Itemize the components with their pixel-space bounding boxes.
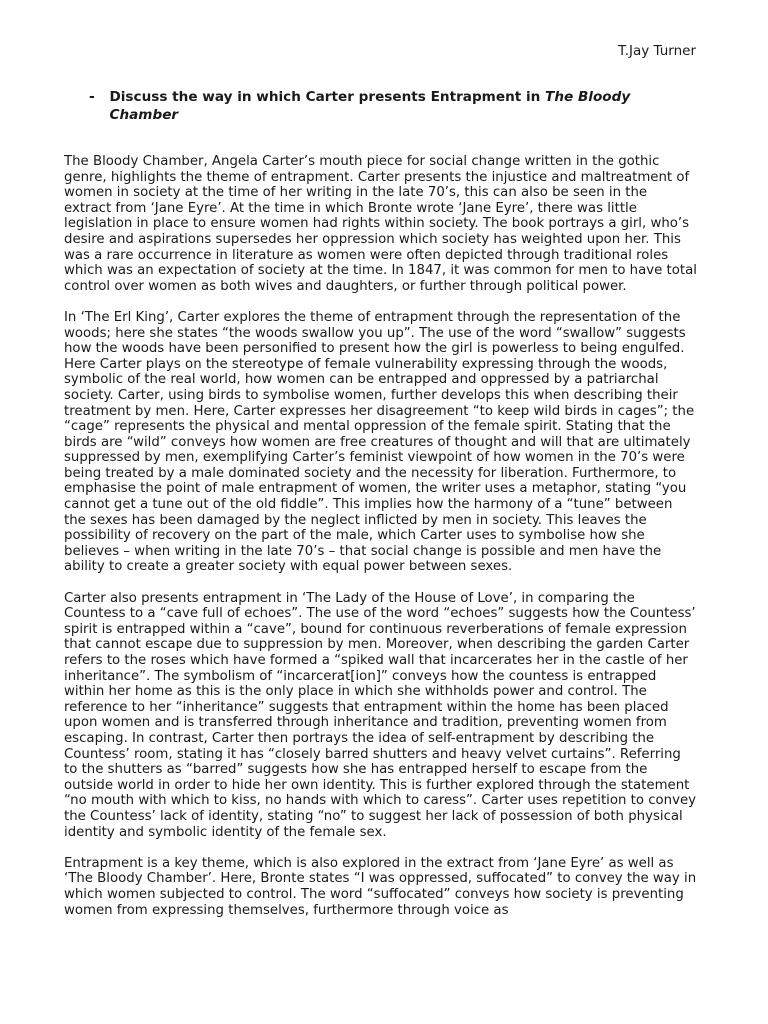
author-name: T.Jay Turner bbox=[618, 43, 696, 59]
paragraph-1: The Bloody Chamber, Angela Carter’s mouth piece for social change written in the gothic genre, highlights the theme of entrapment. Carter presents the injustice and maltreatment of women in society at the time of her writing in the late 70’s, this can also be seen in the extract from ‘Jane Eyre’. At the time in which Bronte wrote ‘Jane Eyre’, there was little legislation in place to ensure women had rights within society. The book portrays a girl, who’s desire and aspirations supersedes her oppression which society has weighted upon her. This was a rare occurrence in literature as women were often depicted through traditional roles which was an expectation of society at the time. In 1847, it was common for men to have total control over women as both wives and daughters, or further through political power. bbox=[64, 154, 697, 294]
question-italic-title: The Bloody Chamber bbox=[109, 89, 631, 123]
bullet-dash: - bbox=[89, 89, 95, 105]
essay-body bbox=[64, 154, 698, 934]
question-text bbox=[109, 88, 689, 124]
essay-question bbox=[89, 88, 689, 124]
paragraph-3: Carter also presents entrapment in ‘The Lady of the House of Love’, in comparing the Countess to a “cave full of echoes”. The use of the word “echoes” suggests how the Countess’ spirit is entrapped within a “cave”, bound for continuous reverberations of female expression that cannot escape due to suppression by men. Moreover, when describing the garden Carter refers to the roses which have formed a “spiked wall that incarcerates her in the castle of her inheritance”. The symbolism of “incarcerat[ion]” conveys how the countess is entrapped within her home as this is the only place in which she withholds power and control. The reference to her “inheritance” suggests that entrapment within the home has been placed upon women and is transferred through inheritance and tradition, preventing women from escaping. In contrast, Carter then portrays the idea of self-entrapment by describing the Countess’ room, stating it has “closely barred shutters and heavy velvet curtains”. Referring to the shutters as “barred” suggests how she has entrapped herself to escape from the outside world in order to hide her own identity. This is further explored through the statement “no mouth with which to kiss, no hands with which to caress”. Carter uses repetition to convey the Countess’ lack of identity, stating “no” to suggest her lack of possession of both physical identity and symbolic identity of the female sex. bbox=[64, 590, 697, 840]
paragraph-4: Entrapment is a key theme, which is also explored in the extract from ‘Jane Eyre’ as well as ‘The Bloody Chamber’. Here, Bronte states “I was oppressed, suffocated” to convey the way in which women subjected to control. The word “suffocated” conveys how society is preventing women from expressing themselves, furthermore through voice as bbox=[64, 855, 697, 918]
question-plain: Discuss the way in which Carter presents Entrapment in bbox=[109, 89, 546, 105]
paragraph-2: In ‘The Erl King’, Carter explores the theme of entrapment through the representation of the woods; here she states “the woods swallow you up”. The use of the word “swallow” suggests how the woods have been personified to present how the girl is powerless to being engulfed. Here Carter plays on the stereotype of female vulnerability expressing through the woods, symbolic of the real world, how women can be entrapped and oppressed by a patriarchal society. Carter, using birds to symbolise women, further develops this when describing their treatment by men. Here, Carter expresses her disagreement “to keep wild birds in cages”; the “cage” represents the physical and mental oppression of the female spirit. Stating that the birds are “wild” conveys how women are free creatures of thought and will that are ultimately suppressed by men, exemplifying Carter’s feminist viewpoint of how women in the 70’s were being treated by a male dominated society and the necessity for liberation. Furthermore, to emphasise the point of male entrapment of women, the writer uses a metaphor, stating “you cannot get a tune out of the old fiddle”. This implies how the harmony of a “tune” between the sexes has been damaged by the neglect inflicted by men in society. This leaves the possibility of recovery on the part of the male, which Carter uses to symbolise how she believes – when writing in the late 70’s – that social change is possible and men have the ability to create a greater society with equal power between sexes. bbox=[64, 309, 695, 575]
